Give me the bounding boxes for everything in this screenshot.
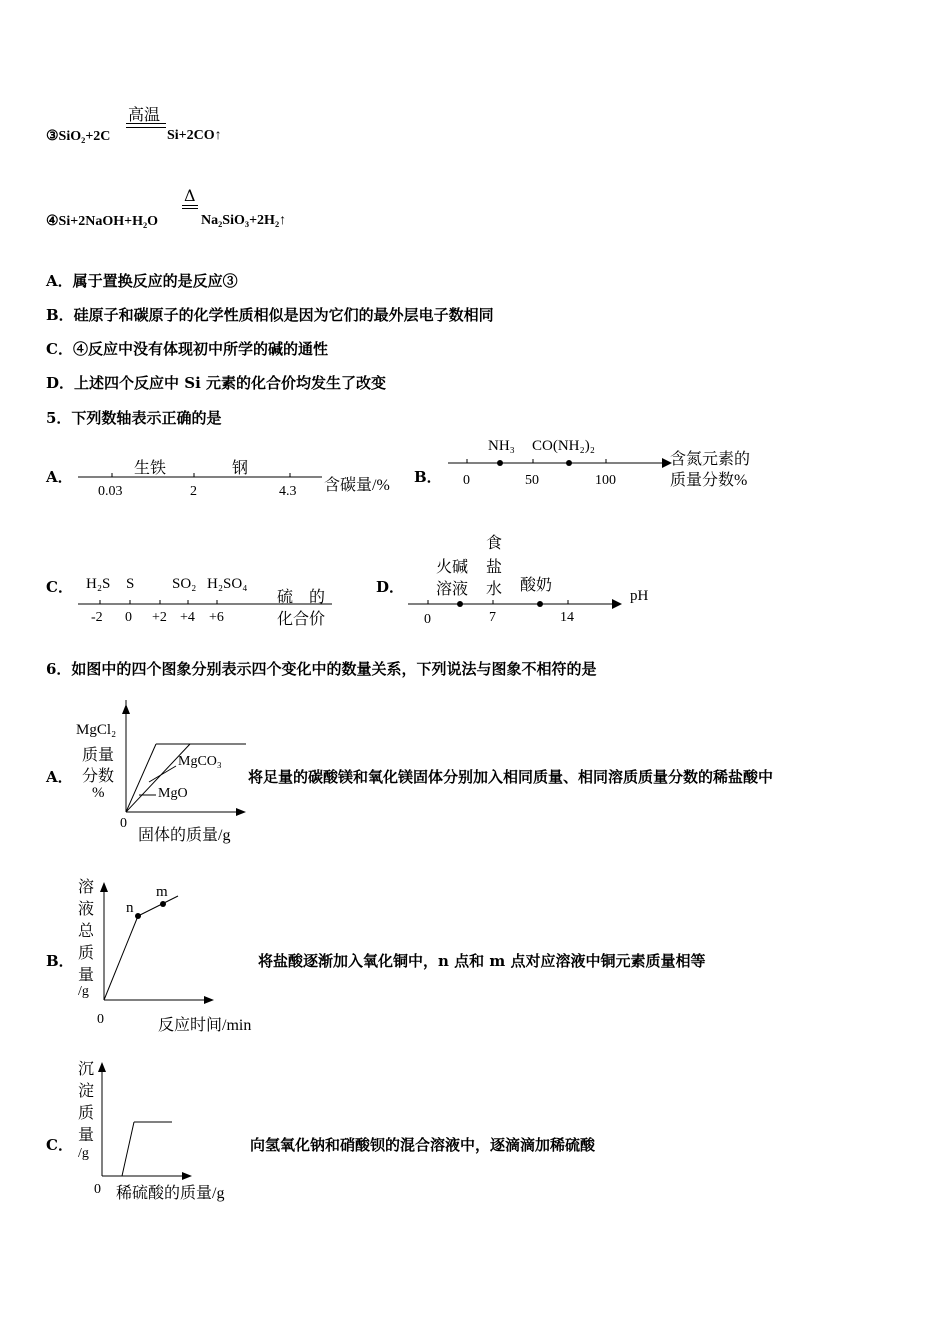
q5-a-letter: A．: [46, 468, 73, 486]
q6-b-origin: 0: [97, 1012, 104, 1027]
q5-d-tick-3: 14: [560, 610, 574, 625]
q5-c-tick-4: +4: [180, 610, 195, 625]
q4-option-a: A．属于置换反应的是反应③: [46, 272, 238, 290]
eq3-bar: [126, 123, 166, 128]
q6-b-ylabel-2: 液: [78, 901, 95, 918]
q5-b-top2: CO(NH₂)₂: [532, 438, 595, 454]
q5-d-label2a: 食: [486, 535, 503, 552]
q4-option-b: B．硅原子和碳原子的化学性质相似是因为它们的最外层电子数相同: [46, 306, 494, 324]
q4-option-d: D．上述四个反应中 Si 元素的化合价均发生了改变: [46, 374, 386, 392]
q5-a-numberline: [70, 450, 410, 510]
q6-a-ylabel-1: MgCl₂: [76, 722, 117, 738]
q6-b-svg: [72, 872, 272, 1034]
q6-a-origin: 0: [120, 816, 127, 831]
q5-d-label1a: 火碱: [436, 559, 469, 576]
q6-a-ylabel-3: 分数: [82, 768, 115, 785]
q5-c-label-h2s: H₂S: [86, 576, 111, 592]
q6-a-desc: 将足量的碳酸镁和氧化镁固体分别加入相同质量、相同溶质质量分数的稀盐酸中: [248, 768, 774, 786]
q6-c-ylabel-4: 量: [78, 1127, 95, 1144]
q5-b-unit1: 含氮元素的: [670, 451, 751, 468]
q6-b-ylabel-1: 溶: [78, 879, 95, 896]
q6-a-series-mgo: MgO: [158, 786, 188, 801]
q6-a-letter: A．: [46, 768, 73, 786]
q6-c-ylabel-3: 质: [78, 1105, 95, 1122]
q6-a-series-mgco3: MgCO₃: [178, 754, 222, 769]
eq4-right: Na₂SiO₃+2H₂↑: [201, 213, 287, 228]
q5-a-tick-2: 2: [190, 484, 197, 499]
q5-c-unit2: 化合价: [277, 611, 326, 628]
q6-b-ylabel-4: 质: [78, 945, 95, 962]
q6-c-desc: 向氢氧化钠和硝酸钡的混合溶液中，逐滴滴加稀硫酸: [250, 1136, 596, 1154]
q5-c-label-s: S: [126, 576, 135, 592]
q5-c-letter: C．: [46, 578, 73, 596]
q5-d-tick-1: 0: [424, 612, 431, 627]
q6-c-ylabel-1: 沉: [78, 1061, 95, 1078]
eq4-condition: Δ: [184, 186, 196, 205]
q5-c-label-h2so4: H₂SO₄: [207, 576, 248, 592]
q5-d-label1b: 溶液: [436, 581, 469, 598]
q5-b-numberline: [440, 436, 770, 496]
q5-b-letter: B．: [414, 468, 442, 486]
q5-stem: 5．下列数轴表示正确的是: [46, 409, 222, 427]
q5-d-label3: 酸奶: [520, 577, 553, 594]
q5-c-tick-1: -2: [91, 610, 103, 625]
eq3-left: ③SiO₂+2C: [46, 129, 111, 144]
q5-b-unit2: 质量分数%: [670, 472, 748, 489]
q6-c-origin: 0: [94, 1182, 101, 1197]
q5-c-tick-3: +2: [152, 610, 167, 625]
q6-c-ylabel-5: /g: [78, 1146, 89, 1161]
q6-b-ylabel-6: /g: [78, 984, 89, 999]
q6-b-xlabel: 反应时间/min: [158, 1017, 252, 1034]
eq4-bar: [182, 205, 198, 209]
q5-d-unit: pH: [630, 588, 649, 604]
q5-d-letter: D．: [376, 578, 405, 596]
eq4-left: ④Si+2NaOH+H₂O: [46, 214, 159, 229]
q5-d-label2b: 盐: [486, 559, 503, 576]
q6-b-graph: [72, 872, 272, 1034]
q5-c-tick-5: +6: [209, 610, 224, 625]
q5-d-label2c: 水: [486, 581, 503, 598]
q6-b-ylabel-5: 量: [78, 967, 95, 984]
q5-a-unit: 含碳量/%: [324, 477, 390, 494]
q6-b-ylabel-3: 总: [78, 923, 95, 940]
q6-stem: 6．如图中的四个图象分别表示四个变化中的数量关系，下列说法与图象不相符的是: [46, 660, 597, 678]
q6-a-graph: [72, 700, 247, 845]
q5-a-tick-1: 0.03: [98, 484, 123, 499]
q5-b-tick-2: 50: [525, 473, 539, 488]
q6-b-letter: B．: [46, 952, 74, 970]
q6-b-desc: 将盐酸逐渐加入氧化铜中，n 点和 m 点对应溶液中铜元素质量相等: [258, 952, 706, 970]
q6-a-xlabel: 固体的质量/g: [138, 827, 231, 844]
q5-c-tick-2: 0: [125, 610, 132, 625]
q4-option-c: C．④反应中没有体现初中所学的碱的通性: [46, 340, 328, 358]
q6-b-point-n: n: [126, 900, 134, 916]
q6-b-point-m: m: [156, 884, 168, 900]
q6-c-xlabel: 稀硫酸的质量/g: [116, 1185, 225, 1202]
q5-b-tick-1: 0: [463, 473, 470, 488]
q6-a-ylabel-4: %: [92, 785, 105, 801]
q5-d-tick-2: 7: [489, 610, 496, 625]
q6-c-ylabel-2: 淀: [78, 1083, 95, 1100]
q6-c-letter: C．: [46, 1136, 73, 1154]
q6-a-ylabel-2: 质量: [82, 747, 115, 764]
q5-c-label-so2: SO₂: [172, 576, 197, 592]
q5-a-tick-3: 4.3: [279, 484, 297, 499]
q5-b-tick-3: 100: [595, 473, 616, 488]
q5-a-top2: 钢: [232, 460, 249, 477]
eq3-condition: 高温: [128, 105, 161, 124]
q6-c-graph: [72, 1054, 252, 1206]
q5-c-unit1: 硫 的: [277, 589, 326, 606]
q5-d-numberline: [400, 528, 670, 632]
q5-a-top1: 生铁: [134, 460, 167, 477]
eq3-right: Si+2CO↑: [167, 128, 222, 143]
q5-b-top1: NH₃: [488, 438, 515, 454]
q5-c-numberline: [70, 570, 370, 632]
